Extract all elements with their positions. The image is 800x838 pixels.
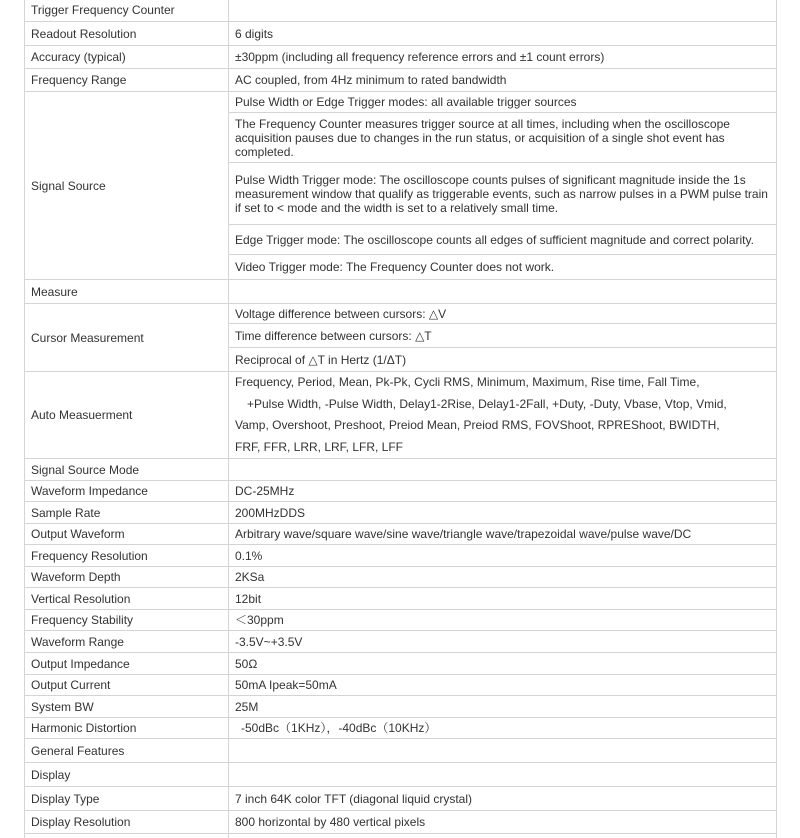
spec-label: Display Resolution xyxy=(25,811,229,834)
table-row xyxy=(25,739,777,763)
spec-value: ＜30ppm xyxy=(229,610,777,631)
spec-value: DC-25MHz xyxy=(229,481,777,502)
spec-label: Output Impedance xyxy=(25,653,229,675)
table-row xyxy=(25,0,777,22)
table-row xyxy=(25,69,777,92)
spec-label: Waveform Range xyxy=(25,631,229,653)
spec-value: The Frequency Counter measures trigger source at all times, including when the oscilloscope acquisition pauses due to changes in the run status, or acquisition of a single shot event has completed. xyxy=(229,113,777,163)
section-header: Measure xyxy=(25,280,229,304)
spec-value: 2KSa xyxy=(229,567,777,588)
spec-value: 25M xyxy=(229,696,777,718)
table-row xyxy=(25,92,777,113)
spec-value: Voltage difference between cursors: △V xyxy=(229,304,777,324)
spec-value: 800 horizontal by 480 vertical pixels xyxy=(229,811,777,834)
spec-label: Harmonic Distortion xyxy=(25,718,229,739)
table-row xyxy=(25,459,777,481)
table-row xyxy=(25,653,777,675)
spec-value: Edge Trigger mode: The oscilloscope counts all edges of sufficient magnitude and correct polarity. xyxy=(229,225,777,255)
spec-value: AC coupled, from 4Hz minimum to rated bandwidth xyxy=(229,69,777,92)
spec-value: Time difference between cursors: △T xyxy=(229,324,777,348)
section-header: General Features xyxy=(25,739,229,763)
spec-label: Signal Source xyxy=(25,92,229,280)
spec-value: 6 digits xyxy=(229,22,777,46)
table-row xyxy=(25,763,777,787)
spec-value: ±30ppm (including all frequency reference errors and ±1 count errors) xyxy=(229,46,777,69)
auto-measure-line: Vamp, Overshoot, Preshoot, Preiod Mean, Preiod RMS, FOVShoot, RPREShoot, BWIDTH, xyxy=(235,418,720,432)
spec-value: Pulse Width or Edge Trigger modes: all available trigger sources xyxy=(229,92,777,113)
spec-label: Sample Rate xyxy=(25,502,229,524)
table-row xyxy=(25,588,777,610)
table-row xyxy=(25,22,777,46)
table-row xyxy=(25,481,777,502)
auto-measure-line: Frequency, Period, Mean, Pk-Pk, Cycli RMS, Minimum, Maximum, Rise time, Fall Time, xyxy=(235,375,700,389)
spec-label: System BW xyxy=(25,696,229,718)
specification-table xyxy=(24,0,777,838)
spec-label: Waveform Depth xyxy=(25,567,229,588)
spec-label: Readout Resolution xyxy=(25,22,229,46)
auto-measure-line: FRF, FFR, LRR, LRF, LFR, LFF xyxy=(235,439,404,454)
table-row xyxy=(25,834,777,838)
section-header: Trigger Frequency Counter xyxy=(25,0,229,22)
spec-label: Display Type xyxy=(25,787,229,811)
table-row xyxy=(25,787,777,811)
table-row xyxy=(25,524,777,545)
spec-label: Waveform Impedance xyxy=(25,481,229,502)
spec-value: 50mA Ipeak=50mA xyxy=(229,675,777,696)
spec-value: 12bit xyxy=(229,588,777,610)
section-header: Display xyxy=(25,763,229,787)
table-row xyxy=(25,304,777,324)
table-row xyxy=(25,718,777,739)
spec-value: -50dBc（1KHz），-40dBc（10KHz） xyxy=(229,718,777,739)
table-row xyxy=(25,675,777,696)
spec-value: Pulse Width Trigger mode: The oscilloscope counts pulses of significant magnitude inside the 1s measurement window that qualify as triggerable events, such as narrow pulses in a PWM pulse train if set to < mode and the width is set to a relatively small time. xyxy=(229,163,777,225)
section-header: Signal Source Mode xyxy=(25,459,229,481)
spec-label: Frequency Stability xyxy=(25,610,229,631)
spec-value: 50Ω xyxy=(229,653,777,675)
table-row xyxy=(25,811,777,834)
table-row xyxy=(25,46,777,69)
table-row xyxy=(25,610,777,631)
table-row xyxy=(25,631,777,653)
spec-label: Frequency Range xyxy=(25,69,229,92)
spec-value: 0.1% xyxy=(229,545,777,567)
spec-label: Auto Measuerment xyxy=(25,372,229,459)
spec-label: Cursor Measurement xyxy=(25,304,229,372)
spec-label: Frequency Resolution xyxy=(25,545,229,567)
table-row xyxy=(25,280,777,304)
table-row xyxy=(25,545,777,567)
spec-value xyxy=(229,372,777,459)
table-row xyxy=(25,696,777,718)
spec-value: 200MHzDDS xyxy=(229,502,777,524)
spec-label: Output Waveform xyxy=(25,524,229,545)
spec-label: Output Current xyxy=(25,675,229,696)
table-row xyxy=(25,567,777,588)
spec-value: Video Trigger mode: The Frequency Counter does not work. xyxy=(229,255,777,280)
spec-value: 7 inch 64K color TFT (diagonal liquid crystal) xyxy=(229,787,777,811)
spec-label: Vertical Resolution xyxy=(25,588,229,610)
spec-value: -3.5V~+3.5V xyxy=(229,631,777,653)
table-row xyxy=(25,372,777,459)
spec-value: Reciprocal of △T in Hertz (1/ΔT) xyxy=(229,348,777,372)
auto-measure-line: +Pulse Width, -Pulse Width, Delay1-2Rise, Delay1-2Fall, +Duty, -Duty, Vbase, Vtop, Vmid, xyxy=(247,396,727,411)
spec-label: Accuracy (typical) xyxy=(25,46,229,69)
table-row xyxy=(25,502,777,524)
spec-value: Arbitrary wave/square wave/sine wave/triangle wave/trapezoidal wave/pulse wave/DC xyxy=(229,524,777,545)
